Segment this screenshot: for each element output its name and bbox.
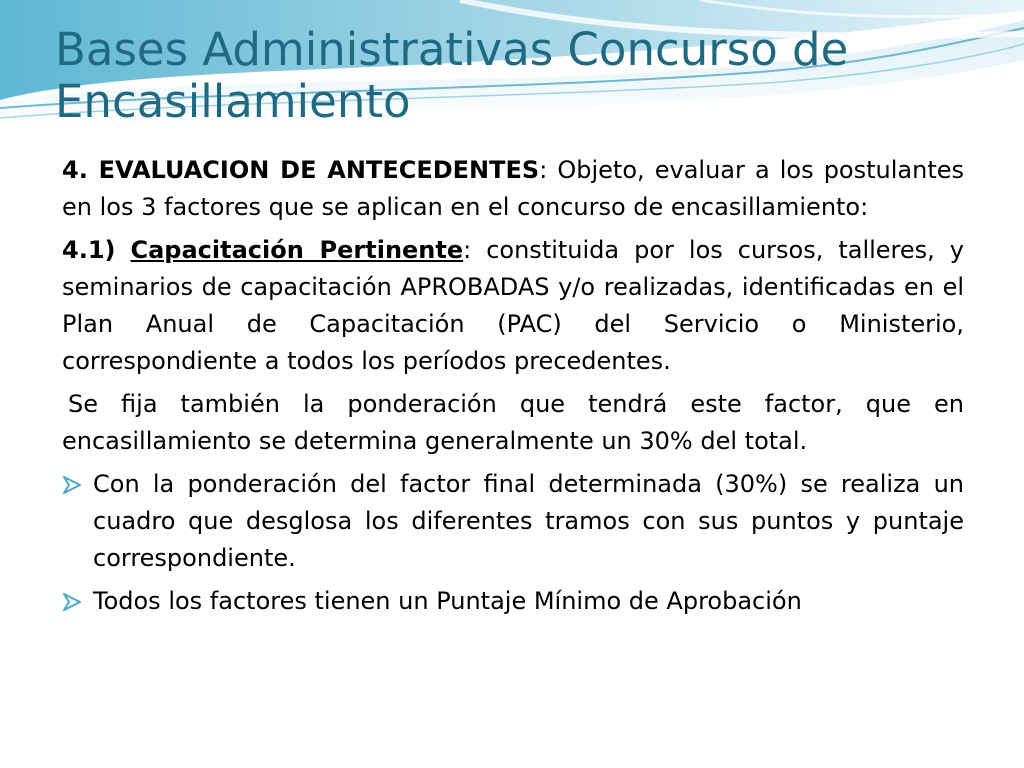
paragraph-evaluacion <box>62 152 964 226</box>
capacitacion-number: 4.1) <box>62 236 116 264</box>
bullet-text: Todos los factores tienen un Puntaje Mínimo de Aprobación <box>93 587 802 615</box>
paragraph-capacitacion <box>62 232 964 380</box>
arrow-bullet-icon <box>62 593 82 611</box>
paragraph-ponderacion: Se fija también la ponderación que tendrá este factor, que en encasillamiento se determina generalmente un 30% del total. <box>62 390 964 455</box>
bullet-item <box>62 583 964 620</box>
bullet-text: Con la ponderación del factor final determinada (30%) se realiza un cuadro que desglosa los diferentes tramos con sus puntos y puntaje correspondiente. <box>93 470 964 572</box>
evaluacion-text: : Objeto, evaluar a los postulantes en los 3 factores que se aplican en el concurso de encasillamiento: <box>62 156 965 221</box>
evaluacion-heading: 4. EVALUACION DE ANTECEDENTES <box>62 156 540 184</box>
slide-title: Bases Administrativas Concurso de Encasillamiento <box>55 23 849 128</box>
slide-body <box>62 152 964 626</box>
bullet-item <box>62 466 964 577</box>
arrow-bullet-icon <box>62 476 82 494</box>
capacitacion-text: : constituida por los cursos, talleres, y seminarios de capacitación APROBADAS y/o realizadas, identificadas en el Plan Anual de Capacitación (PAC) del Servicio o Ministerio, correspondiente a todos los períodos precedentes. <box>62 236 964 375</box>
capacitacion-heading: Capacitación Pertinente <box>130 236 464 264</box>
